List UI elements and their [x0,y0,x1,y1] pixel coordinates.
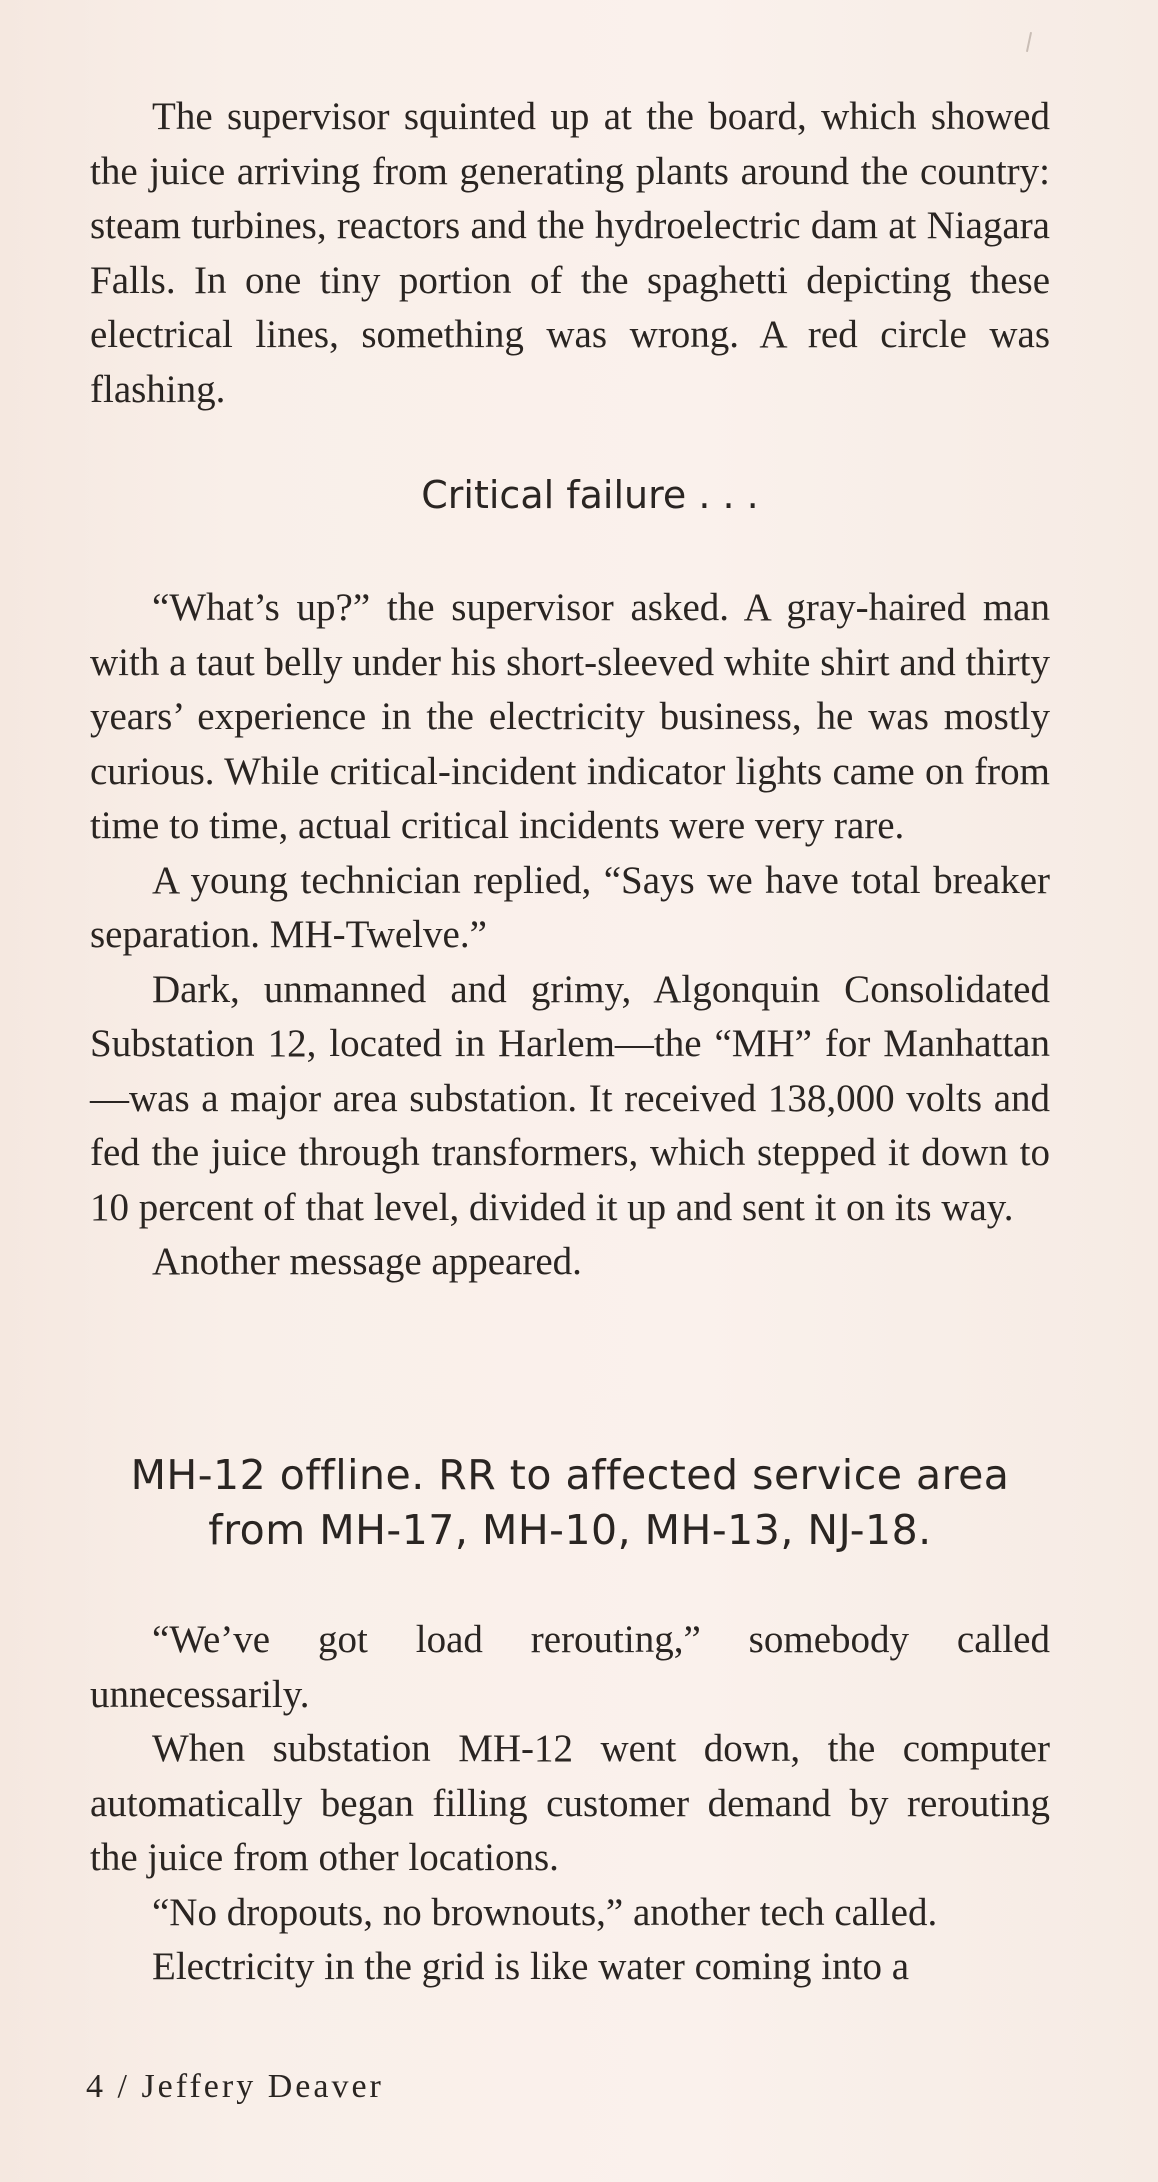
system-message-heading [90,1448,1050,1558]
paragraph: Electricity in the grid is like water coming into a [152,1945,910,1988]
section-heading-critical-failure: Critical failure . . . [421,473,759,517]
paragraph: “No dropouts, no brownouts,” another tech called. [152,1890,938,1934]
page-mark [1026,32,1032,52]
text-block-closing [90,1613,1050,1995]
text-block-opening [90,90,1050,417]
paragraph: Dark, unmanned and grimy, Algonquin Consolidated Substation 12, located in Harlem—the “MH” for Manhattan—was a major area substation. It received 138,000 volts and fed the juice through transformers, which stepped it down to 10 percent of that level, divided it up and sent it on its way. [90,967,1050,1229]
paragraph: “We’ve got load rerouting,” somebody called unnecessarily. [90,1618,1050,1716]
text-block-middle [90,581,1050,1290]
system-message-line: from MH-17, MH-10, MH-13, NJ-18. [208,1506,932,1554]
paragraph: A young technician replied, “Says we have total breaker separation. MH-Twelve.” [90,858,1050,956]
page-footer: 4 / Jeffery Deaver [86,2068,384,2105]
paragraph: When substation MH-12 went down, the computer automatically began filling customer demand by rerouting the juice from other locations. [90,1727,1050,1879]
system-message-line: MH-12 offline. RR to affected service area [130,1451,1010,1499]
paragraph: “What’s up?” the supervisor asked. A gray-haired man with a taut belly under his short-sleeved white shirt and thirty years’ experience in the electricity business, he was mostly curious. While critical-incident indicator lights came on from time to time, actual critical incidents were very rare. [90,586,1050,847]
paragraph: Another message appeared. [152,1240,582,1283]
paragraph: The supervisor squinted up at the board, which showed the juice arriving from generating plants around the country: steam turbines, reactors and the hydroelectric dam at Niagara Falls. In one tiny portion of the spaghetti depicting these electrical lines, something was wrong. A red circle was flashing. [90,95,1050,411]
